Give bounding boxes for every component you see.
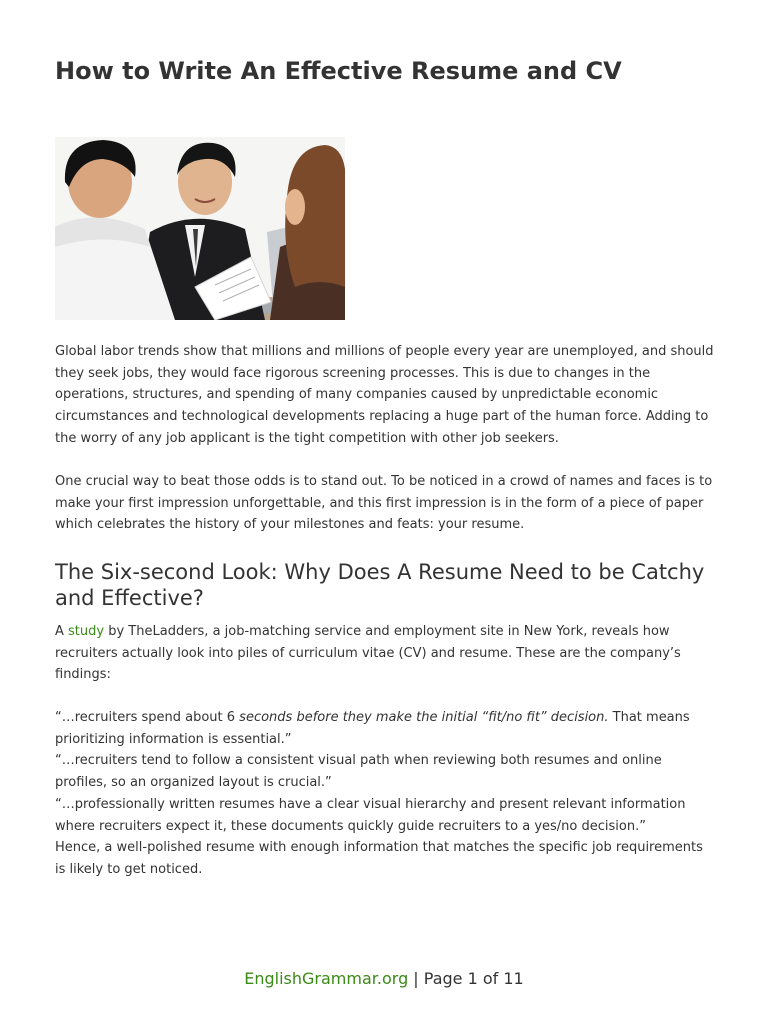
page-title: How to Write An Effective Resume and CV bbox=[55, 57, 622, 85]
study-prefix: A bbox=[55, 624, 69, 639]
quote-1-end: That means prioritizing information is essential.” bbox=[55, 710, 690, 747]
study-paragraph bbox=[55, 621, 715, 686]
quote-2: “…recruiters tend to follow a consistent visual path when reviewing both resumes and online profiles, so an organized layout is crucial.” bbox=[55, 753, 662, 791]
study-link[interactable]: study bbox=[68, 624, 105, 639]
interview-photo bbox=[55, 137, 345, 320]
intro-paragraph-2: One crucial way to beat those odds is to stand out. To be noticed in a crowd of names and faces is to make your first impression unforgettable, and this first impression is in the form of a piece of paper which celebrates the history of your milestones and feats: your resume. bbox=[55, 474, 713, 533]
study-suffix: by TheLadders, a job-matching service and employment site in New York, reveals how recruiters actually look into piles of curriculum vitae (CV) and resume. These are the company’s findings: bbox=[55, 624, 681, 683]
intro-paragraph-1: Global labor trends show that millions and millions of people every year are unemployed, and should they seek jobs, they would face rigorous screening processes. This is due to changes in the operations, structures, and spending of many companies caused by unpredictable economic circumstances and technological developments replacing a huge part of the human force. Adding to the worry of any job applicant is the tight competition with other job seekers. bbox=[55, 344, 714, 446]
footer-site-link[interactable]: EnglishGrammar.org bbox=[244, 969, 409, 988]
section-heading: The Six-second Look: Why Does A Resume Need to be Catchy and Effective? bbox=[55, 560, 705, 610]
quote-3: “…professionally written resumes have a clear visual hierarchy and present relevant information where recruiters expect it, these documents quickly guide recruiters to a yes/no decision.” bbox=[55, 796, 686, 834]
conclusion: Hence, a well-polished resume with enough information that matches the specific job requirements is likely to get noticed. bbox=[55, 840, 703, 877]
quote-1-start: “…recruiters spend about 6 bbox=[55, 710, 240, 725]
quotes-block bbox=[55, 707, 715, 881]
quote-1-emphasis: seconds before they make the initial “fit/no fit” decision. bbox=[239, 710, 609, 725]
interview-photo-illustration bbox=[55, 137, 345, 320]
quote-1 bbox=[55, 707, 715, 750]
footer-page-number: | Page 1 of 11 bbox=[408, 969, 524, 988]
page-footer bbox=[0, 968, 768, 990]
